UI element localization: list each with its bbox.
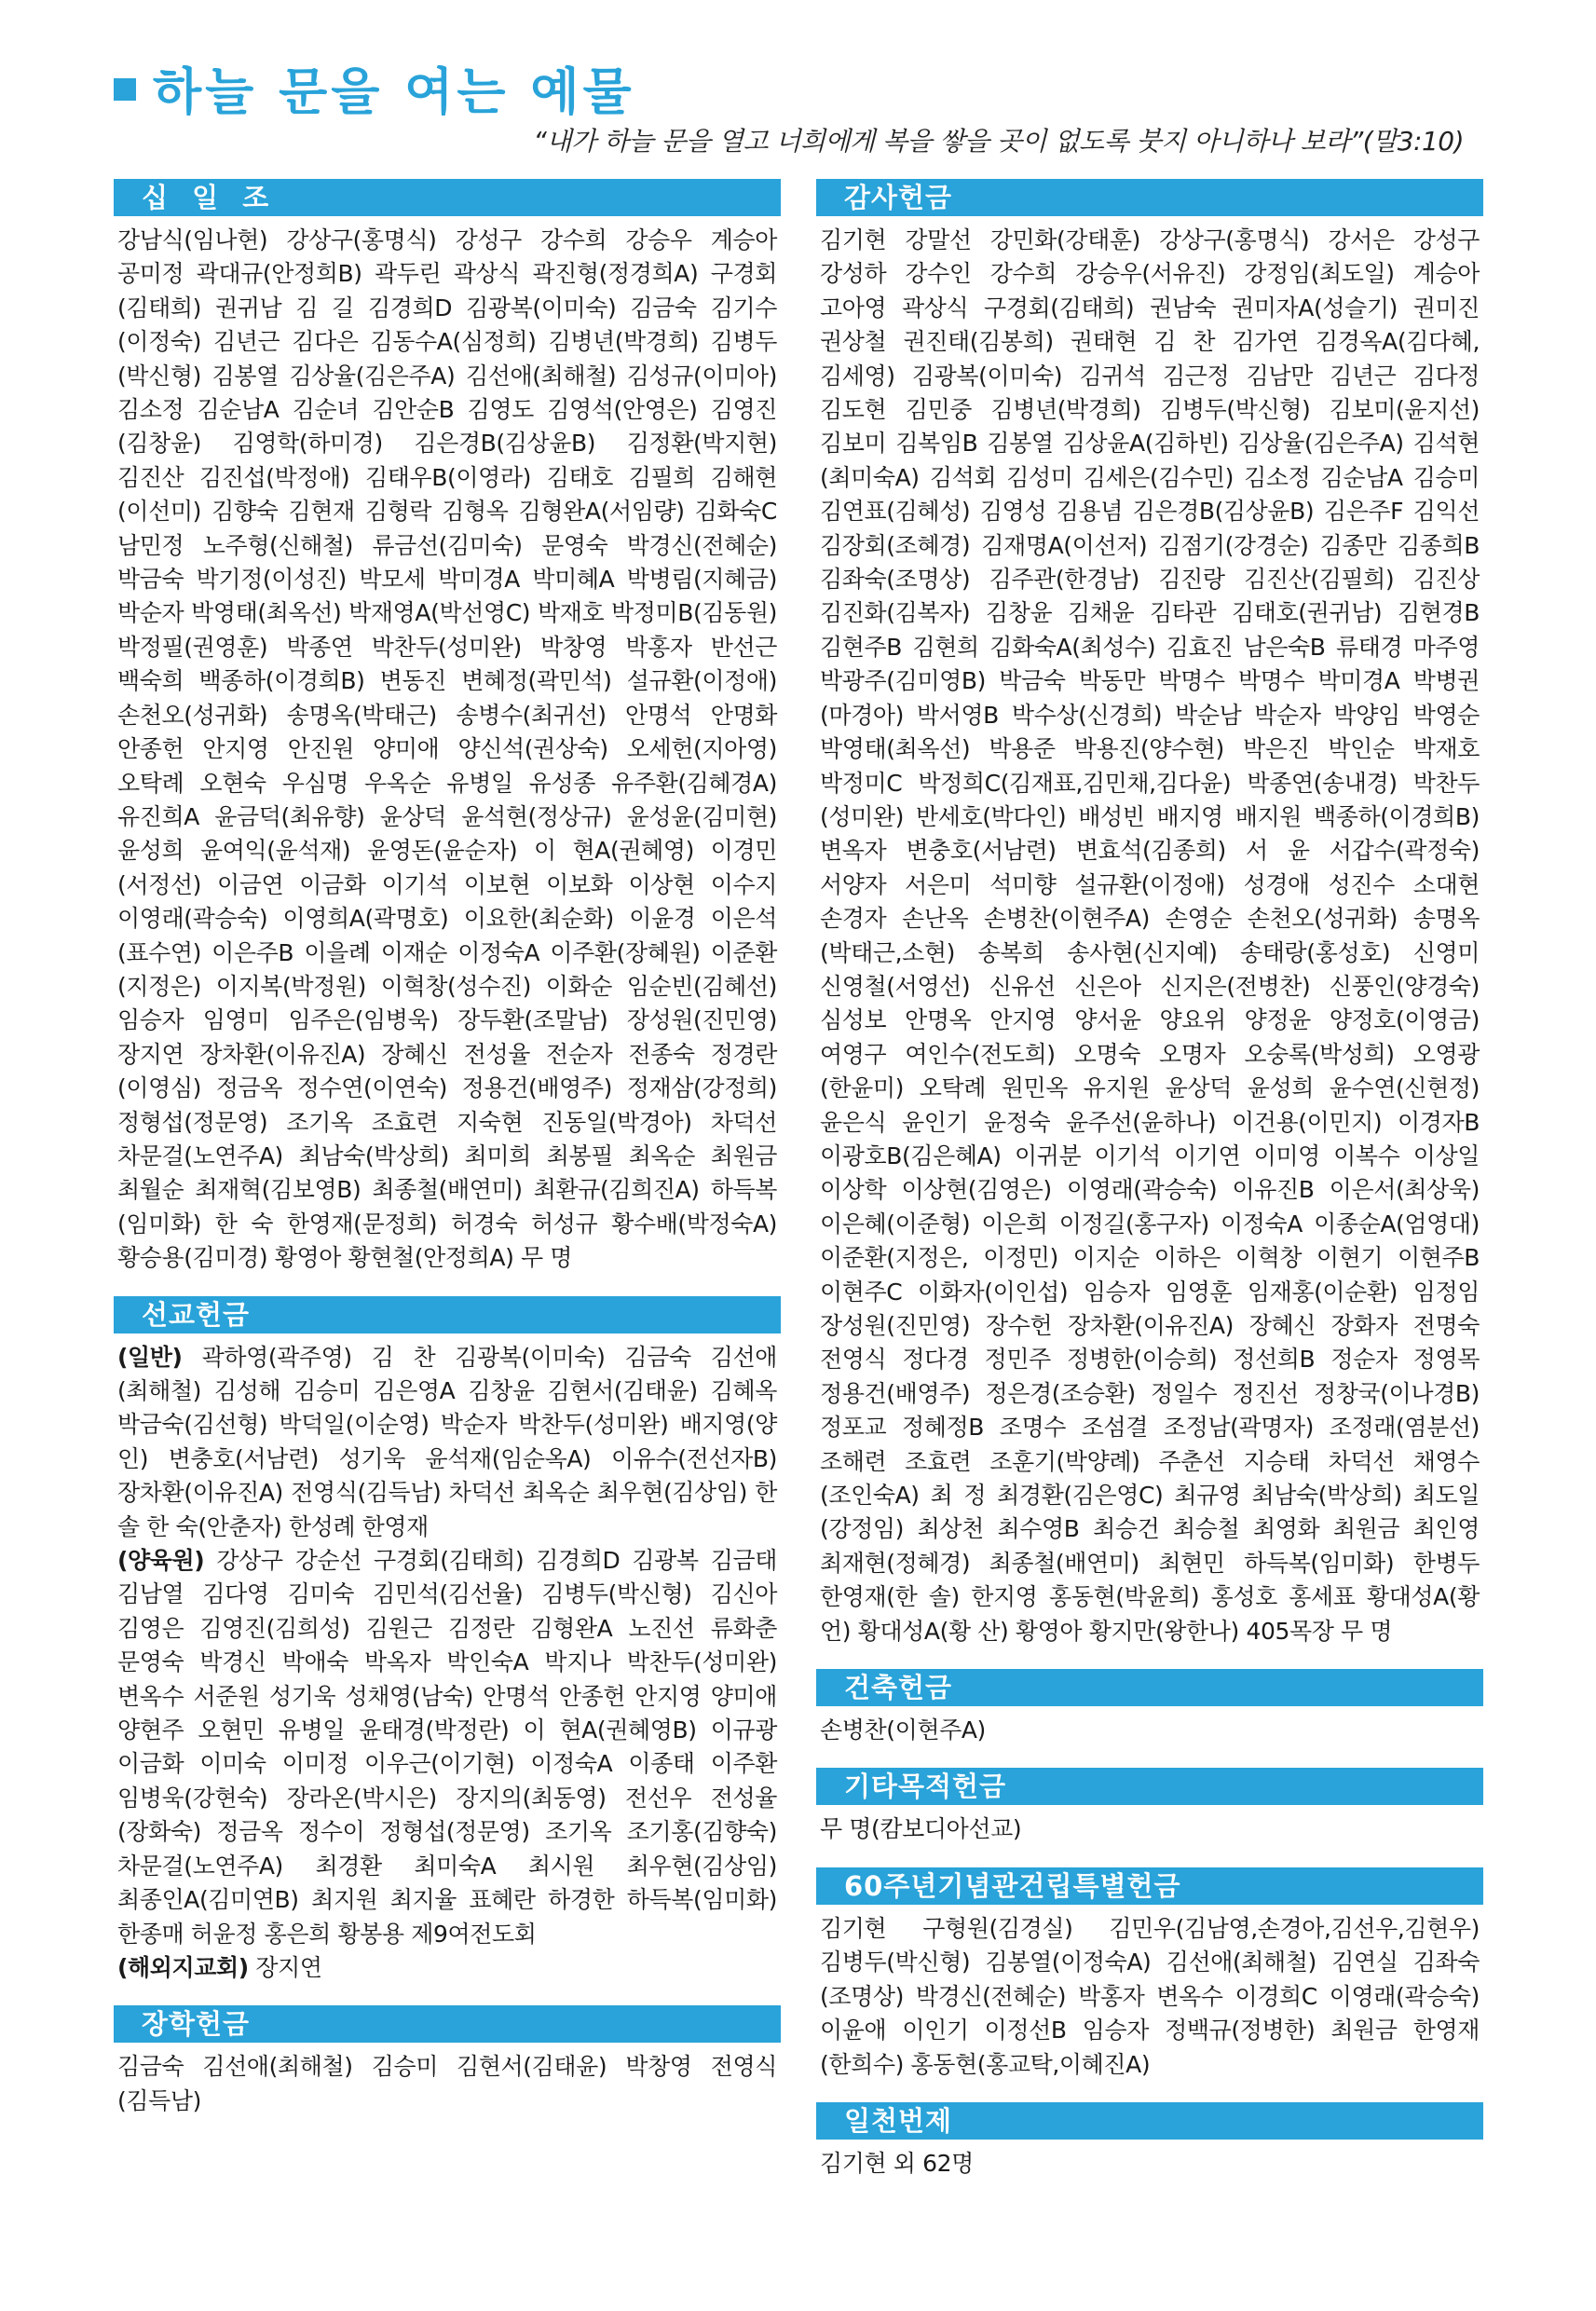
donor-list: 손병찬(이현주A) <box>820 1716 986 1744</box>
section-scholarship <box>114 2005 781 2118</box>
section-heading: 건축헌금 <box>816 1669 1483 1706</box>
donor-list: 김기현 강말선 강민화(강태훈) 강상구(홍명식) 강서은 강성구 강성하 강수인 강수희 강승우(서유진) 강정임(최도일) 계승아 고아영 곽상식 구경회(김태희) 권남숙 권미자A(성슬기) 권미진 권상철 권진태(김봉희) 권태현 김 찬 김가연 김경옥A(김다혜, 김세영) 김광복(이미숙) 김귀석 김근정 김남만 김년근 김다정 김도현 김민중 김병년(박경희) 김병두(박신형) 김보미(윤지선) 김보미 김복임B 김봉열 김상윤A(김하빈) 김상율(김은주A) 김석현(최미숙A) 김석회 김성미 김세은(김수민) 김소정 김순남A 김승미 김연표(김혜성) 김영성 김용념 김은경B(김상윤B) 김은주F 김익선 김장회(조혜경) 김재명A(이선저) 김점기(강경순) 김종만 김종희B 김좌숙(조명상) 김주관(한경남) 김진랑 김진산(김필희) 김진상 김진화(김복자) 김창윤 김채윤 김타관 김태호(권귀남) 김현경B 김현주B 김현희 김화숙A(최성수) 김효진 남은숙B 류태경 마주영 박광주(김미영B) 박금숙 박동만 박명수 박명수 박미경A 박병권(마경아) 박서영B 박수상(신경희) 박순남 박순자 박양임 박영순 박영태(최옥선) 박용준 박용진(양수현) 박은진 박인순 박재호 박정미C 박정희C(김재표,김민채,김다윤) 박종연(송내경) 박찬두(성미완) 반세호(박다인) 배성빈 배지영 배지원 백종하(이경희B) 변옥자 변충호(서남련) 변효석(김종희) 서 윤 서갑수(곽정숙) 서양자 서은미 석미향 설규환(이정애) 성경애 성진수 소대현 손경자 손난옥 손병찬(이현주A) 손영순 손천오(성귀화) 송명옥(박태근,소현) 송복희 송사현(신지예) 송태랑(홍성호) 신영미 신영철(서영선) 신유선 신은아 신지은(전병찬) 신풍인(양경숙) 심성보 안명옥 안지영 양서윤 양요위 양정윤 양정호(이영금) 여영구 여인수(전도희) 오명숙 오명자 오숭록(박성희) 오영광(한윤미) 오탁례 원민옥 유지원 윤상덕 윤성희 윤수연(신현정) 윤은식 윤인기 윤정숙 윤주선(윤하나) 이건용(이민지) 이경자B 이광호B(김은혜A) 이귀분 이기석 이기연 이미영 이복수 이상일 이상학 이상현(김영은) 이영래(곽승숙) 이유진B 이은서(최상욱) 이은혜(이준형) 이은희 이정길(홍구자) 이정숙A 이종순A(엄영대) 이준환(지정은, 이정민) 이지순 이하은 이혁창 이현기 이현주B 이현주C 이화자(이인섭) 임승자 임영훈 임재홍(이순환) 임정임 장성원(진민영) 장수헌 장차환(이유진A) 장혜신 장화자 전명숙 전영식 정다경 정민주 정병한(이승희) 정선희B 정순자 정영목 정용건(배영주) 정은경(조승환) 정일수 정진선 정창국(이나경B) 정포교 정혜정B 조명수 조섬결 조정남(곽명자) 조정래(염분선) 조해련 조효련 조훈기(박양례) 주춘선 지승태 차덕선 채영수(조인숙A) 최 정 최경환(김은영C) 최규영 최남숙(박상희) 최도일(강정임) 최상천 최수영B 최승건 최승철 최영화 최원금 최인영 최재현(정혜경) 최종철(배연미) 최현민 하득복(임미화) 한병두 한영재(한 솔) 한지영 홍동현(박윤희) 홍성호 홍세표 황대성A(황 언) 황대성A(황 산) 황영아 황지만(왕한나) 405목장 무 명 <box>820 226 1480 1645</box>
section-thanks <box>816 179 1483 1648</box>
donor-list: 김기현 구형원(김경실) 김민우(김남영,손경아,김선우,김현우) 김병두(박신형) 김봉열(이정숙A) 김선애(최해철) 김연실 김좌숙(조명상) 박경신(전혜순) 박홍자 변옥수 이경희C 이영래(곽승숙) 이윤애 이인기 이정선B 임승자 정백규(정병한) 최원금 한영재(한희수) 홍동현(홍교탁,이혜진A) <box>820 1914 1480 2078</box>
section-building <box>816 1669 1483 1747</box>
page-header <box>114 54 1493 121</box>
group-names: 장지연 <box>248 1953 322 1981</box>
page-title <box>114 54 1493 121</box>
group-tag: (양육원) <box>117 1547 205 1575</box>
right-column <box>816 179 1483 2201</box>
left-column <box>114 179 781 2139</box>
group-tag: (해외지교회) <box>117 1953 249 1981</box>
section-anniversary <box>816 1867 1483 2082</box>
donor-list: 무 명(캄보디아선교) <box>820 1815 1022 1843</box>
section-heading: 감사헌금 <box>816 179 1483 216</box>
section-heading: 십 일 조 <box>114 179 781 216</box>
section-other <box>816 1768 1483 1846</box>
page-title-text: 하늘 문을 여는 예물 <box>153 62 635 121</box>
donor-list: 김금숙 김선애(최해철) 김승미 김현서(김태윤) 박창영 전영식(김득남) <box>117 2053 777 2114</box>
square-bullet-icon <box>114 78 136 101</box>
group-tag: (일반) <box>117 1343 183 1371</box>
donor-list <box>114 1333 781 1986</box>
bible-verse: “내가 하늘 문을 열고 너희에게 복을 쌓을 곳이 없도록 붓지 아니하나 보라”(말3:10) <box>533 126 1464 157</box>
donor-group-overseas <box>117 1951 777 1985</box>
section-heading: 장학헌금 <box>114 2005 781 2043</box>
section-heading: 기타목적헌금 <box>816 1768 1483 1805</box>
section-heading: 60주년기념관건립특별헌금 <box>816 1867 1483 1905</box>
donor-list: 강남식(임나현) 강상구(홍명식) 강성구 강수희 강승우 계승아 공미정 곽대규(안정희B) 곽두린 곽상식 곽진형(정경희A) 구경회(김태희) 권귀남 김 길 김경희D 김광복(이미숙) 김금숙 김기수(이정숙) 김년근 김다은 김동수A(심정희) 김병년(박경희) 김병두(박신형) 김봉열 김상율(김은주A) 김선애(최해철) 김성규(이미아) 김소정 김순남A 김순녀 김안순B 김영도 김영석(안영은) 김영진(김창윤) 김영학(하미경) 김은경B(김상윤B) 김정환(박지현) 김진산 김진섭(박정애) 김태우B(이영라) 김태호 김필희 김해현(이선미) 김향숙 김현재 김형락 김형옥 김형완A(서임량) 김화숙C 남민정 노주형(신해철) 류금선(김미숙) 문영숙 박경신(전혜순) 박금숙 박기정(이성진) 박모세 박미경A 박미혜A 박병림(지혜금) 박순자 박영태(최옥선) 박재영A(박선영C) 박재호 박정미B(김동원) 박정필(권영훈) 박종연 박찬두(성미완) 박창영 박홍자 반선근 백숙희 백종하(이경희B) 변동진 변혜정(곽민석) 설규환(이정애) 손천오(성귀화) 송명옥(박태근) 송병수(최귀선) 안명석 안명화 안종헌 안지영 안진원 양미애 양신석(권상숙) 오세헌(지아영) 오탁례 오현숙 우심명 우옥순 유병일 유성종 유주환(김혜경A) 유진희A 윤금덕(최유향) 윤상덕 윤석현(정상규) 윤성윤(김미현) 윤성희 윤여익(윤석재) 윤영돈(윤순자) 이 현A(권혜영) 이경민(서정선) 이금연 이금화 이기석 이보현 이보화 이상현 이수지 이영래(곽승숙) 이영희A(곽명호) 이요한(최순화) 이윤경 이은석(표수연) 이은주B 이을례 이재순 이정숙A 이주환(장혜원) 이준환(지정은) 이지복(박정원) 이혁창(성수진) 이화순 임순빈(김혜선) 임승자 임영미 임주은(임병욱) 장두환(조말남) 장성원(진민영) 장지연 장차환(이유진A) 장혜신 전성율 전순자 전종숙 정경란(이영심) 정금옥 정수연(이연숙) 정용건(배영주) 정재삼(강정희) 정형섭(정문영) 조기옥 조효련 지숙현 진동일(박경아) 차덕선 차문걸(노연주A) 최남숙(박상희) 최미희 최봉필 최옥순 최원금 최월순 최재혁(김보영B) 최종철(배연미) 최환규(김희진A) 하득복(임미화) 한 숙 한영재(문정희) 허경숙 허성규 황수배(박정숙A) 황승용(김미경) 황영아 황현철(안정희A) 무 명 <box>117 226 777 1272</box>
section-heading: 선교헌금 <box>114 1296 781 1333</box>
section-mission <box>114 1296 781 1986</box>
section-ilcheon <box>816 2102 1483 2181</box>
group-names: 곽하영(곽주영) 김 찬 김광복(이미숙) 김금숙 김선애(최해철) 김성해 김승미 김은영A 김창윤 김현서(김태윤) 김혜옥 박금숙(김선형) 박덕일(이순영) 박순자 박찬두(성미완) 배지영(양 인) 변충호(서남련) 성기욱 윤석재(임순옥A) 이유수(전선자B) 장차환(이유진A) 전영식(김득남) 차덕선 최옥순 최우현(김상임) 한 솔 한 숙(안춘자) 한성례 한영재 <box>117 1343 777 1540</box>
donor-list: 김기현 외 62명 <box>820 2149 974 2177</box>
group-names: 강상구 강순선 구경회(김태희) 김경희D 김광복 김금태 김남열 김다영 김미숙 김민석(김선율) 김병두(박신형) 김신아 김영은 김영진(김희성) 김원근 김정란 김형완A 노진선 류화춘 문영숙 박경신 박애숙 박옥자 박인숙A 박지나 박찬두(성미완) 변옥수 서준원 성기욱 성채영(남숙) 안명석 안종헌 안지영 양미애 양현주 오현민 유병일 윤태경(박정란) 이 현A(권혜영B) 이규광 이금화 이미숙 이미정 이우근(이기현) 이정숙A 이종태 이주환 임병욱(강현숙) 장라온(박시은) 장지의(최동영) 전선우 전성율(장화숙) 정금옥 정수이 정형섭(정문영) 조기옥 조기홍(김향숙) 차문걸(노연주A) 최경환 최미숙A 최시원 최우현(김상임) 최종인A(김미연B) 최지원 최지율 표혜란 하경한 하득복(임미화) 한종매 허윤정 홍은희 황봉용 제9여전도회 <box>117 1547 777 1948</box>
donor-group-nurture <box>117 1544 777 1951</box>
section-tithe <box>114 179 781 1276</box>
section-heading: 일천번제 <box>816 2102 1483 2140</box>
donor-group-general <box>117 1341 777 1544</box>
